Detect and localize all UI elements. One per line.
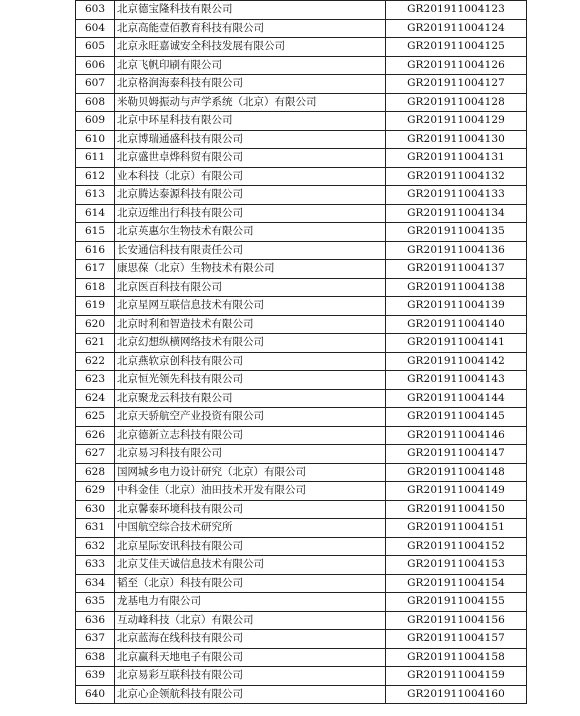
company-name: 中科金佳（北京）油田技术开发有限公司: [115, 482, 386, 501]
company-name: 北京永旺嘉诚安全科技发展有限公司: [115, 38, 386, 57]
row-number: 630: [76, 500, 115, 519]
company-name: 北京格润海泰科技有限公司: [115, 75, 386, 94]
table-row: [76, 685, 527, 704]
table-row: [76, 334, 527, 353]
row-number: 635: [76, 593, 115, 612]
company-name: 康思葆（北京）生物技术有限公司: [115, 260, 386, 279]
company-name: 北京时利和智造技术有限公司: [115, 315, 386, 334]
company-name: 北京恒光领先科技有限公司: [115, 371, 386, 390]
table-row: [76, 149, 527, 168]
company-name: 北京中环星科技有限公司: [115, 112, 386, 131]
table-row: [76, 315, 527, 334]
certificate-number: GR201911004151: [386, 519, 527, 538]
company-name: 北京盛世卓烨科贸有限公司: [115, 149, 386, 168]
company-name: 互动峰科技（北京）有限公司: [115, 611, 386, 630]
row-number: 626: [76, 426, 115, 445]
company-name: 北京艾佳天诚信息技术有限公司: [115, 556, 386, 575]
table-row: [76, 371, 527, 390]
certificate-number: GR201911004126: [386, 56, 527, 75]
row-number: 620: [76, 315, 115, 334]
row-number: 624: [76, 389, 115, 408]
certificate-number: GR201911004155: [386, 593, 527, 612]
table-row: [76, 112, 527, 131]
certificate-number: GR201911004136: [386, 241, 527, 260]
row-number: 640: [76, 685, 115, 704]
company-name: 北京易习科技有限公司: [115, 445, 386, 464]
table-row: [76, 186, 527, 205]
company-name: 北京腾达泰源科技有限公司: [115, 186, 386, 205]
company-certificate-table: [75, 0, 527, 704]
row-number: 627: [76, 445, 115, 464]
certificate-number: GR201911004125: [386, 38, 527, 57]
row-number: 637: [76, 630, 115, 649]
row-number: 607: [76, 75, 115, 94]
certificate-number: GR201911004153: [386, 556, 527, 575]
certificate-number: GR201911004156: [386, 611, 527, 630]
table-row: [76, 167, 527, 186]
table-row: [76, 389, 527, 408]
table-row: [76, 93, 527, 112]
company-name: 北京德新立志科技有限公司: [115, 426, 386, 445]
company-name: 北京博瑞通盛科技有限公司: [115, 130, 386, 149]
table-row: [76, 463, 527, 482]
row-number: 603: [76, 1, 115, 20]
table-row: [76, 408, 527, 427]
certificate-number: GR201911004135: [386, 223, 527, 242]
row-number: 621: [76, 334, 115, 353]
certificate-number: GR201911004160: [386, 685, 527, 704]
company-name: 北京幻想纵横网络技术有限公司: [115, 334, 386, 353]
table-row: [76, 630, 527, 649]
company-name: 北京心企领航科技有限公司: [115, 685, 386, 704]
row-number: 632: [76, 537, 115, 556]
row-number: 613: [76, 186, 115, 205]
row-number: 638: [76, 648, 115, 667]
certificate-number: GR201911004159: [386, 667, 527, 686]
row-number: 639: [76, 667, 115, 686]
certificate-number: GR201911004141: [386, 334, 527, 353]
row-number: 617: [76, 260, 115, 279]
row-number: 636: [76, 611, 115, 630]
table-row: [76, 611, 527, 630]
certificate-number: GR201911004144: [386, 389, 527, 408]
table-row: [76, 260, 527, 279]
table-row: [76, 667, 527, 686]
table-body: [76, 1, 527, 704]
certificate-number: GR201911004145: [386, 408, 527, 427]
company-name: 北京高能壹佰教育科技有限公司: [115, 19, 386, 38]
table-row: [76, 297, 527, 316]
table-row: [76, 519, 527, 538]
certificate-number: GR201911004150: [386, 500, 527, 519]
certificate-number: GR201911004154: [386, 574, 527, 593]
company-name: 北京星网互联信息技术有限公司: [115, 297, 386, 316]
row-number: 609: [76, 112, 115, 131]
row-number: 611: [76, 149, 115, 168]
table-row: [76, 556, 527, 575]
certificate-number: GR201911004147: [386, 445, 527, 464]
row-number: 633: [76, 556, 115, 575]
row-number: 618: [76, 278, 115, 297]
table-row: [76, 278, 527, 297]
company-name: 长安通信科技有限责任公司: [115, 241, 386, 260]
certificate-number: GR201911004131: [386, 149, 527, 168]
company-name: 北京聚龙云科技有限公司: [115, 389, 386, 408]
company-name: 北京蓝海在线科技有限公司: [115, 630, 386, 649]
row-number: 619: [76, 297, 115, 316]
row-number: 604: [76, 19, 115, 38]
company-name: 北京德宝隆科技有限公司: [115, 1, 386, 20]
row-number: 616: [76, 241, 115, 260]
certificate-number: GR201911004140: [386, 315, 527, 334]
company-name: 北京迈维出行科技有限公司: [115, 204, 386, 223]
company-name: 韬至（北京）科技有限公司: [115, 574, 386, 593]
company-name: 北京燕软京创科技有限公司: [115, 352, 386, 371]
table-row: [76, 130, 527, 149]
certificate-number: GR201911004139: [386, 297, 527, 316]
row-number: 625: [76, 408, 115, 427]
row-number: 612: [76, 167, 115, 186]
certificate-number: GR201911004146: [386, 426, 527, 445]
certificate-number: GR201911004142: [386, 352, 527, 371]
row-number: 614: [76, 204, 115, 223]
table-row: [76, 537, 527, 556]
certificate-number: GR201911004129: [386, 112, 527, 131]
company-name: 北京馨泰环境科技有限公司: [115, 500, 386, 519]
certificate-number: GR201911004157: [386, 630, 527, 649]
company-name: 龙基电力有限公司: [115, 593, 386, 612]
row-number: 608: [76, 93, 115, 112]
company-name: 北京天骄航空产业投资有限公司: [115, 408, 386, 427]
company-name: 中国航空综合技术研究所: [115, 519, 386, 538]
company-name: 业本科技（北京）有限公司: [115, 167, 386, 186]
certificate-number: GR201911004143: [386, 371, 527, 390]
company-name: 北京飞帆印刷有限公司: [115, 56, 386, 75]
table-row: [76, 574, 527, 593]
certificate-number: GR201911004132: [386, 167, 527, 186]
row-number: 628: [76, 463, 115, 482]
company-name: 国网城乡电力设计研究（北京）有限公司: [115, 463, 386, 482]
table-row: [76, 352, 527, 371]
company-name: 米勒贝姆振动与声学系统（北京）有限公司: [115, 93, 386, 112]
table-row: [76, 19, 527, 38]
company-name: 北京星际安讯科技有限公司: [115, 537, 386, 556]
table-row: [76, 38, 527, 57]
certificate-number: GR201911004158: [386, 648, 527, 667]
table-row: [76, 241, 527, 260]
row-number: 629: [76, 482, 115, 501]
row-number: 622: [76, 352, 115, 371]
company-name: 北京赢科天地电子有限公司: [115, 648, 386, 667]
table-row: [76, 56, 527, 75]
company-name: 北京易彩互联科技有限公司: [115, 667, 386, 686]
table-row: [76, 593, 527, 612]
certificate-number: GR201911004138: [386, 278, 527, 297]
certificate-number: GR201911004128: [386, 93, 527, 112]
table-row: [76, 75, 527, 94]
certificate-number: GR201911004127: [386, 75, 527, 94]
table-row: [76, 500, 527, 519]
certificate-number: GR201911004149: [386, 482, 527, 501]
table-row: [76, 445, 527, 464]
table-row: [76, 204, 527, 223]
row-number: 605: [76, 38, 115, 57]
certificate-number: GR201911004148: [386, 463, 527, 482]
certificate-number: GR201911004152: [386, 537, 527, 556]
row-number: 623: [76, 371, 115, 390]
table-row: [76, 648, 527, 667]
table-row: [76, 1, 527, 20]
table-row: [76, 426, 527, 445]
row-number: 606: [76, 56, 115, 75]
company-name: 北京英惠尔生物技术有限公司: [115, 223, 386, 242]
row-number: 631: [76, 519, 115, 538]
table-row: [76, 482, 527, 501]
certificate-number: GR201911004134: [386, 204, 527, 223]
company-name: 北京医百科技有限公司: [115, 278, 386, 297]
certificate-number: GR201911004123: [386, 1, 527, 20]
row-number: 634: [76, 574, 115, 593]
certificate-number: GR201911004130: [386, 130, 527, 149]
row-number: 610: [76, 130, 115, 149]
table-row: [76, 223, 527, 242]
certificate-number: GR201911004133: [386, 186, 527, 205]
certificate-number: GR201911004137: [386, 260, 527, 279]
certificate-number: GR201911004124: [386, 19, 527, 38]
row-number: 615: [76, 223, 115, 242]
